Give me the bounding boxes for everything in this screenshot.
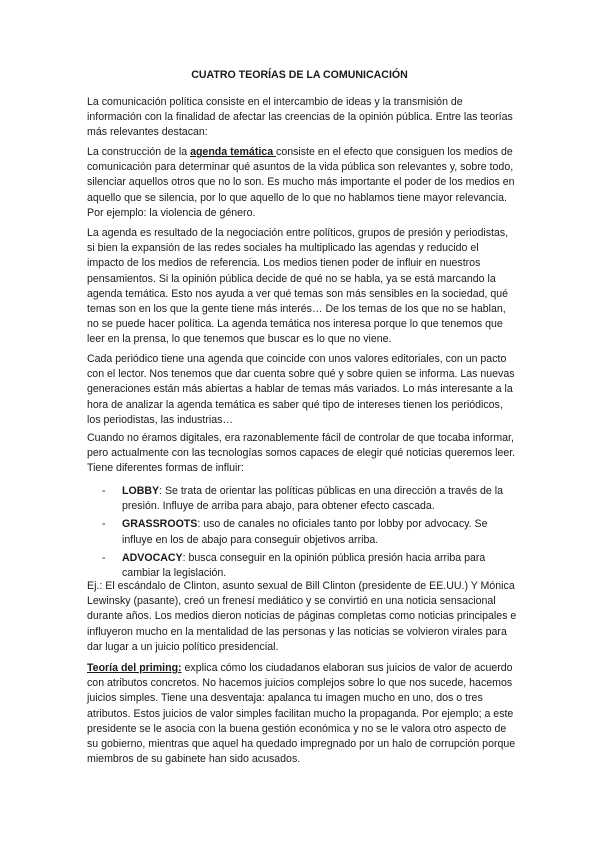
priming-paragraph: [87, 661, 517, 767]
intro-paragraph: La comunicación política consiste en el intercambio de ideas y la transmisión de información con la finalidad de afectar las creencias de la opinión pública. Entre las teorías más relevantes destacan:: [87, 96, 513, 139]
priming-term: Teoría del priming:: [87, 662, 182, 674]
clinton-paragraph: Ej.: El escándalo de Clinton, asunto sexual de Bill Clinton (presidente de EE.UU.) Y Mónica Lewinsky (pasante), creó un frenesí mediático y se convirtió en una noticia sensacional durante años. Los medios dieron noticias de páginas completas como noticias principales e influyeron mucho en la mentalidad de las personas y las noticias se volvieron virales para dar lugar a un juicio político presidencial.: [87, 580, 517, 653]
agenda-paragraph-lead: La construcción de la: [87, 146, 191, 158]
list-item-lobby: [102, 484, 520, 514]
list-item-grassroots: [102, 517, 520, 547]
list-dash: -: [102, 518, 106, 531]
grassroots-term: GRASSROOTS: [122, 518, 198, 531]
newspaper-paragraph: Cada periódico tiene una agenda que coincide con unos valores editoriales, con un pacto con el lector. Nos tenemos que dar cuenta sobre qué y sobre quien se informa. Las nuevas generaciones están más abiertas a hablar de temas más variados. Lo más interesante a la hora de analizar la agenda temática es saber qué tipo de intereses tienen los periódicos, los periodistas, las industrias…: [87, 353, 515, 426]
priming-body: explica cómo los ciudadanos elaboran sus juicios de valor de acuerdo con atributos concretos. No hacemos juicios complejos sobre lo que nos sucede, hacemos juicios simples. Tiene una desventaja: apalanca tu imagen mucho en uno, dos o tres atributos. Estos juicios de valor simples facilitan mucho la propaganda. Por ejemplo; a este presidente se le asocia con la buena gestión económica y no se le valora otro aspecto de su gobierno, mientras que aquel ha quedado impregnado por un halo de corrupción porque miembros de su gabinete han sido acusados.: [87, 662, 516, 766]
negotiation-paragraph: La agenda es resultado de la negociación entre políticos, grupos de presión y periodistas, si bien la expansión de las redes sociales ha multiplicado las agendas y reducido el impacto de los medios de referencia. Los medios tienen poder de influir en nuestros pensamientos. Si la opinión pública decide de qué no se habla, ya se está marcando la agenda temática. Esto nos ayuda a ver qué temas son más sensibles en la sociedad, qué temas son en los que la gente tiene más interés… De los temas de los que no se hablan, no se puede hacer política. La agenda temática nos interesa porque lo que tenemos que leer en la prensa, lo que tenemos que buscar es lo que no viene.: [87, 227, 509, 346]
agenda-paragraph-body: consiste en el efecto que consiguen los medios de comunicación para determinar qué asuntos de la vida pública son relevantes y, sobre todo, silenciar aquellos otros que no lo son. Es mucho más importante el poder de los medios en aquello que se silencia, por lo que aquello de lo que no hablamos tiene mayor relevancia. Por ejemplo: la violencia de género.: [87, 146, 515, 219]
agenda-tematica-term: agenda temática: [190, 146, 277, 158]
list-dash: -: [102, 485, 106, 497]
advocacy-text: : busca conseguir en la opinión pública presión hacia arriba para cambiar la legislación.: [122, 551, 486, 580]
agenda-paragraph: [87, 145, 517, 221]
page-title: CUATRO TEORÍAS DE LA COMUNICACIÓN: [191, 69, 408, 81]
lobby-text: : Se trata de orientar las políticas públicas en una dirección a través de la presión. Influye de arriba para abajo, para obtener efecto cascada.: [122, 485, 503, 513]
advocacy-term: ADVOCACY: [122, 551, 183, 564]
grassroots-text: : uso de canales no oficiales tanto por lobby por advocacy. Se influye en los de abajo para conseguir objetivos arriba.: [122, 518, 488, 546]
digital-paragraph: Cuando no éramos digitales, era razonablemente fácil de controlar de que tocaba informar, pero actualmente con las tecnologías somos capaces de elegir qué noticias queremos leer. Tiene diferentes formas de influir:: [87, 432, 516, 475]
list-item-advocacy: [102, 551, 520, 581]
influence-list: [102, 484, 520, 584]
list-dash: -: [102, 551, 106, 564]
lobby-term: LOBBY: [122, 485, 160, 497]
